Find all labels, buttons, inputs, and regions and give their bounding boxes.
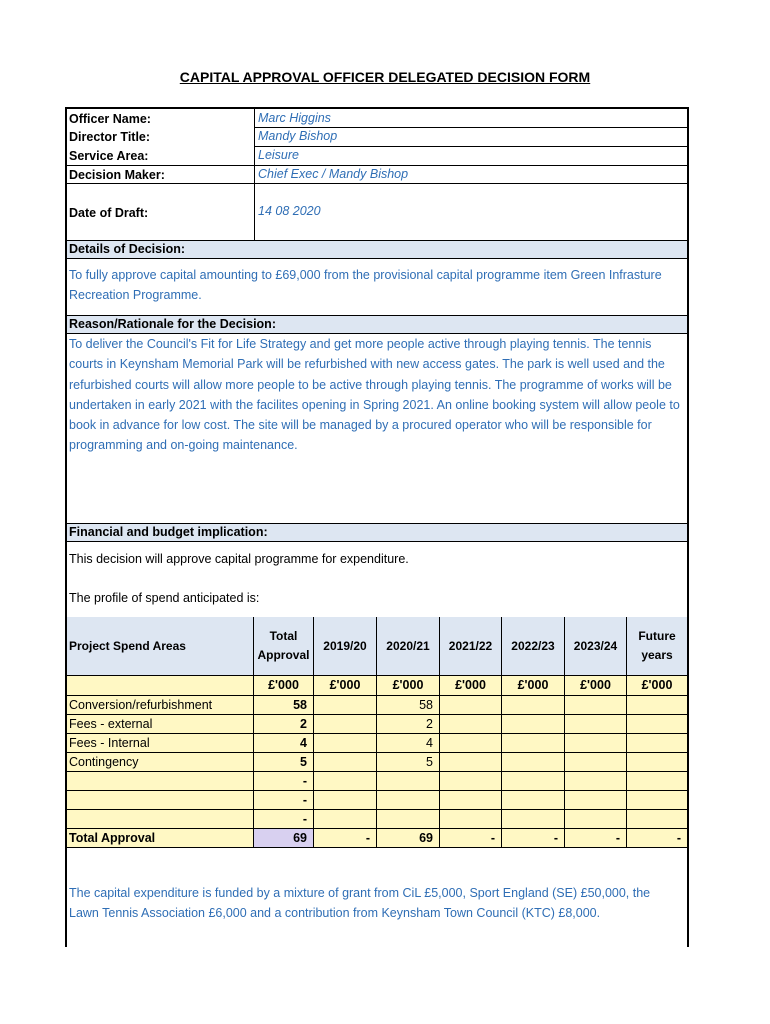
spend-2020-value: 5: [377, 753, 440, 772]
spend-total-value: 5: [254, 753, 314, 772]
spend-empty-cell: [627, 791, 687, 810]
spend-2020-value: [377, 772, 440, 791]
spend-area-name: Fees - Internal: [67, 734, 254, 753]
officer-name-label: Officer Name:: [69, 112, 151, 126]
unit-cell: £'000: [565, 676, 627, 696]
spend-empty-cell: [627, 734, 687, 753]
spend-empty-cell: [565, 791, 627, 810]
spend-empty-cell: [314, 715, 377, 734]
spend-row: [67, 696, 687, 715]
spend-row: [67, 810, 687, 829]
spend-area-name: Conversion/refurbishment: [67, 696, 254, 715]
spend-areas-header: Project Spend Areas: [67, 617, 254, 676]
unit-cell: £'000: [502, 676, 565, 696]
spend-empty-cell: [502, 753, 565, 772]
spend-area-name: [67, 772, 254, 791]
funding-text: The capital expenditure is funded by a mixture of grant from CiL £5,000, Sport England (SE) £50,000, the Lawn Tennis Association £6,000 and a contribution from Keynsham Town Council (KTC) £8,000.: [69, 886, 651, 920]
unit-cell: £'000: [377, 676, 440, 696]
date-of-draft-label: Date of Draft:: [69, 206, 149, 220]
details-text: To fully approve capital amounting to £69,000 from the provisional capital programme item Green Infrasture Recreation Programme.: [69, 268, 662, 302]
spend-row: [67, 734, 687, 753]
spend-empty-cell: [502, 810, 565, 829]
total-approval-label: Total Approval: [67, 829, 254, 848]
col-2022-header: 2022/23: [502, 617, 565, 676]
spend-empty-cell: [565, 734, 627, 753]
spend-2020-value: 2: [377, 715, 440, 734]
financial-line-2: The profile of spend anticipated is:: [69, 591, 260, 605]
decision-maker-label: Decision Maker:: [69, 168, 165, 182]
spend-empty-cell: [502, 715, 565, 734]
spend-empty-cell: [627, 810, 687, 829]
spend-empty-cell: [627, 772, 687, 791]
spend-empty-cell: [627, 715, 687, 734]
spend-empty-cell: [314, 734, 377, 753]
spend-total-value: -: [254, 791, 314, 810]
spend-2020-value: 4: [377, 734, 440, 753]
spend-2020-value: [377, 791, 440, 810]
reason-heading: Reason/Rationale for the Decision:: [67, 315, 687, 334]
unit-cell: £'000: [314, 676, 377, 696]
future-header-line2: years: [641, 648, 673, 662]
units-row: [67, 676, 687, 696]
spend-2020-value: [377, 810, 440, 829]
spend-total-value: -: [254, 810, 314, 829]
spend-empty-cell: [440, 791, 502, 810]
spend-area-name: Fees - external: [67, 715, 254, 734]
spend-empty-cell: [314, 810, 377, 829]
total-header-line2: Approval: [257, 648, 310, 662]
spend-row: [67, 715, 687, 734]
spend-total-value: 58: [254, 696, 314, 715]
spend-empty-cell: [565, 696, 627, 715]
total-value: -: [502, 829, 565, 848]
spend-total-value: 2: [254, 715, 314, 734]
spend-empty-cell: [565, 772, 627, 791]
spend-row: [67, 772, 687, 791]
total-value: -: [314, 829, 377, 848]
spend-area-name: [67, 810, 254, 829]
details-heading: Details of Decision:: [67, 240, 687, 259]
spend-row: [67, 753, 687, 772]
officer-name-value: Marc Higgins: [258, 111, 331, 125]
service-area-label: Service Area:: [69, 149, 149, 163]
spend-empty-cell: [314, 791, 377, 810]
spend-empty-cell: [440, 753, 502, 772]
financial-heading: Financial and budget implication:: [67, 523, 687, 542]
director-title-value: Mandy Bishop: [258, 129, 338, 143]
spend-empty-cell: [440, 696, 502, 715]
future-header-line1: Future: [638, 629, 676, 643]
total-value: -: [627, 829, 687, 848]
spend-area-name: [67, 791, 254, 810]
col-2019-header: 2019/20: [314, 617, 377, 676]
spend-empty-cell: [565, 715, 627, 734]
spend-empty-cell: [314, 772, 377, 791]
spend-total-value: 4: [254, 734, 314, 753]
director-title-label: Director Title:: [69, 130, 151, 144]
financial-line-1: This decision will approve capital programme for expenditure.: [69, 552, 409, 566]
decision-maker-value: Chief Exec / Mandy Bishop: [258, 167, 409, 181]
total-approval-header: [254, 617, 314, 676]
total-value: -: [565, 829, 627, 848]
date-of-draft-value: 14 08 2020: [258, 204, 321, 218]
spend-empty-cell: [502, 734, 565, 753]
reason-text: To deliver the Council's Fit for Life Strategy and get more people active through playing tennis. The tennis courts in Keynsham Memorial Park will be refurbished with new access gates. The park is well used and the refurbished courts will allow more people to be active through playing tennis. The programme of works will be undertaken in early 2021 with the facilites opening in Spring 2021. An online booking system will allow peole to book in advance for low cost. The site will be managed by a procured operator who will be responsible for programming and on-going maintenance.: [69, 337, 680, 453]
spend-empty-cell: [440, 734, 502, 753]
form-title: CAPITAL APPROVAL OFFICER DELEGATED DECISION FORM: [179, 69, 591, 85]
col-2023-header: 2023/24: [565, 617, 627, 676]
total-header-line1: Total: [269, 629, 298, 643]
decision-form: [65, 107, 689, 947]
unit-cell: £'000: [440, 676, 502, 696]
unit-cell: £'000: [254, 676, 314, 696]
spend-empty-cell: [440, 715, 502, 734]
spend-row: [67, 791, 687, 810]
spend-empty-cell: [502, 696, 565, 715]
spend-empty-cell: [565, 810, 627, 829]
spend-empty-cell: [565, 753, 627, 772]
spend-empty-cell: [440, 810, 502, 829]
unit-cell: £'000: [627, 676, 687, 696]
col-2021-header: 2021/22: [440, 617, 502, 676]
col-2020-header: 2020/21: [377, 617, 440, 676]
spend-area-name: Contingency: [67, 753, 254, 772]
spend-empty-cell: [314, 753, 377, 772]
total-value: 69: [377, 829, 440, 848]
future-years-header: [627, 617, 687, 676]
spend-empty-cell: [502, 791, 565, 810]
total-value: -: [440, 829, 502, 848]
service-area-value: Leisure: [258, 148, 299, 162]
spend-2020-value: 58: [377, 696, 440, 715]
spend-empty-cell: [440, 772, 502, 791]
spend-empty-cell: [502, 772, 565, 791]
total-value: 69: [254, 829, 314, 848]
total-approval-row: [67, 829, 687, 848]
spend-empty-cell: [627, 696, 687, 715]
spend-empty-cell: [314, 696, 377, 715]
spend-empty-cell: [627, 753, 687, 772]
spend-total-value: -: [254, 772, 314, 791]
